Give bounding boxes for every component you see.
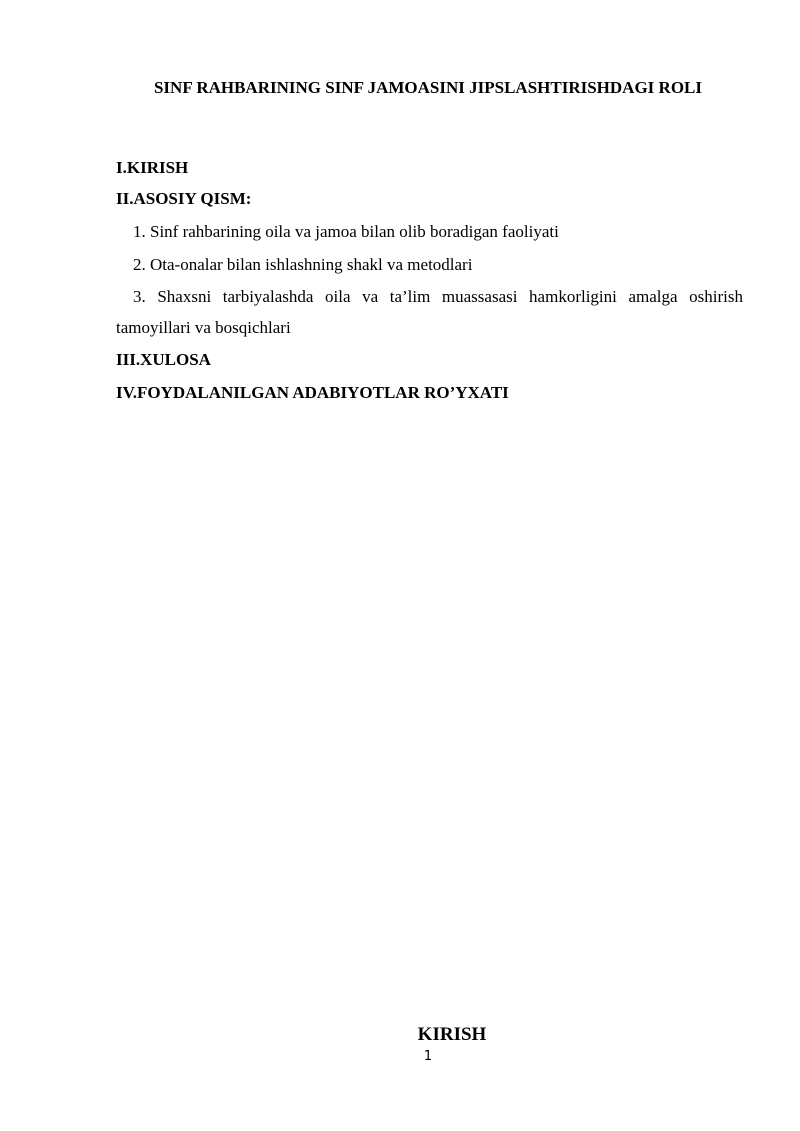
toc-item-3-line-1: 3. Shaxsni tarbiyalashda oila va ta’lim muassasasi hamkorligini amalga oshirish [133,287,743,306]
page-number: 1 [423,1049,433,1064]
toc-intro: I.KIRISH [116,158,189,177]
toc-item-1: 1. Sinf rahbarining oila va jamoa bilan olib boradigan faoliyati [133,222,559,241]
next-heading-partial [0,1017,800,1040]
document-title: SINF RAHBARINING SINF JAMOASINI JIPSLASHTIRISHDAGI ROLI [153,78,703,97]
toc-item-2: 2. Ota-onalar bilan ishlashning shakl va metodlari [133,255,473,274]
toc-item-3-line-2: tamoyillari va bosqichlari [116,318,291,337]
toc-main-part: II.ASOSIY QISM: [116,189,252,208]
toc-references: IV.FOYDALANILGAN ADABIYOTLAR RO’YXATI [116,383,509,402]
next-heading-text: KIRISH [417,1024,487,1040]
toc-conclusion: III.XULOSA [116,350,211,369]
